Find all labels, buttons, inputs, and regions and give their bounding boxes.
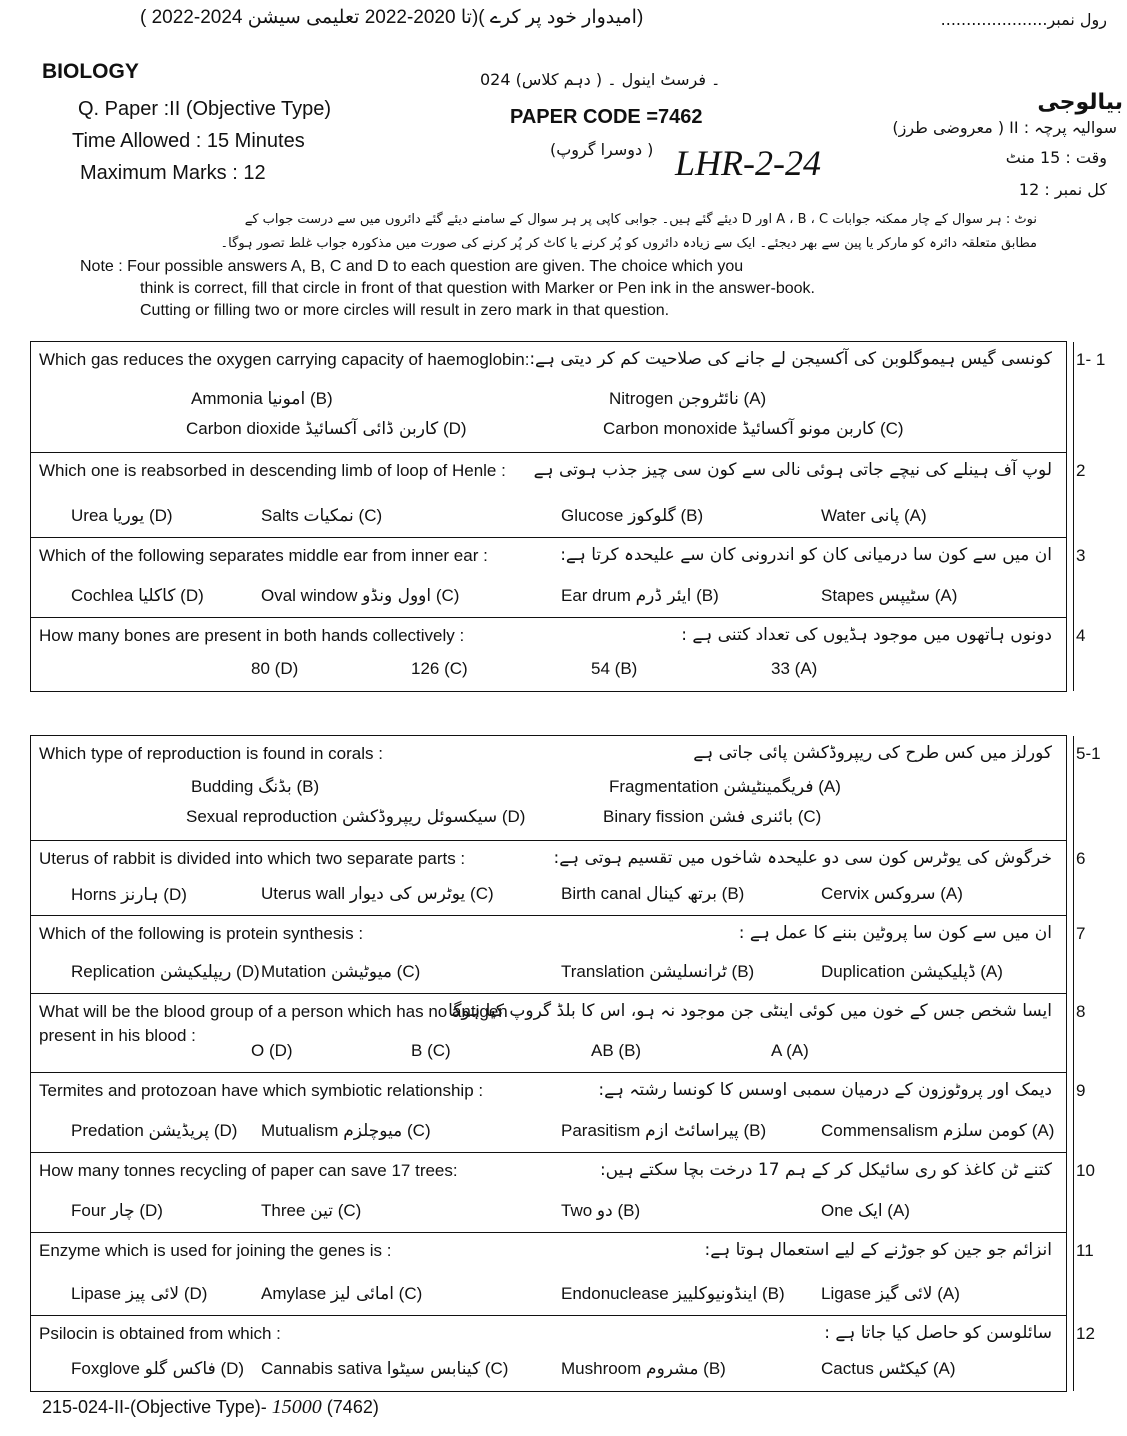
option-letter: (B) xyxy=(721,884,745,903)
option-c xyxy=(261,1359,508,1379)
option-letter: (C) xyxy=(470,884,494,903)
question-number: 3 xyxy=(1076,546,1086,565)
option-letter: (B) xyxy=(761,1284,785,1303)
option-letter: (C) xyxy=(358,506,383,525)
question-number: 2 xyxy=(1076,461,1086,480)
option-english: Ammonia xyxy=(191,389,263,408)
option-urdu: ہارنز xyxy=(121,885,159,905)
option-a xyxy=(771,1041,809,1061)
question-english: Psilocin is obtained from which : xyxy=(39,1324,281,1343)
option-a xyxy=(821,506,927,526)
note-english-2: think is correct, fill that circle in front of that question with Marker or Pen ink in the answer-book. xyxy=(140,280,815,297)
option-urdu: نائٹروجن xyxy=(678,389,739,409)
option-c xyxy=(411,1041,451,1061)
number-divider xyxy=(1073,994,1074,1073)
option-letter: (D) xyxy=(236,962,260,981)
option-english: Cactus xyxy=(821,1359,874,1378)
number-divider xyxy=(1073,916,1074,994)
option-english: Water xyxy=(821,506,866,525)
option-c xyxy=(261,962,420,982)
option-letter: (A) xyxy=(934,586,958,605)
time-allowed: Time Allowed : 15 Minutes xyxy=(72,130,305,152)
note-english-1: Note : Four possible answers A, B, C and D to each question are given. The choice which you xyxy=(80,258,744,275)
option-english: Mutualism xyxy=(261,1121,339,1140)
option-d xyxy=(71,884,187,905)
option-english: Translation xyxy=(561,962,645,981)
number-divider xyxy=(1073,736,1074,841)
question-english: Which type of reproduction is found in corals : xyxy=(39,744,383,763)
option-urdu: اوول ونڈو xyxy=(362,586,432,606)
question-english: Termites and protozoan have which symbiotic relationship : xyxy=(39,1081,484,1100)
session-line: ( 2022-2024 تا 2020-2022 تعلیمی سیشن)( امیدوار خود پر کرے) xyxy=(140,7,644,28)
option-letter: (C) xyxy=(797,807,822,826)
option-letter: (A) xyxy=(937,1284,960,1303)
option-english: Commensalism xyxy=(821,1121,939,1140)
option-c xyxy=(261,1201,361,1221)
question-urdu: دیمک اور پروٹوزون کے درمیان سمبی اوسس کا کونسا رشتہ ہے: xyxy=(598,1080,1052,1100)
option-english: Urea xyxy=(71,506,108,525)
option-english: Cervix xyxy=(821,884,870,903)
option-english: B xyxy=(411,1041,423,1060)
option-b xyxy=(561,506,703,526)
option-letter: (A) xyxy=(743,389,767,408)
option-letter: (C) xyxy=(435,586,460,605)
option-urdu: ایک xyxy=(857,1201,883,1221)
question-urdu: ان میں سے کون سا پروٹین بننے کا عمل ہے : xyxy=(738,923,1052,943)
option-urdu: کینابس سیٹوا xyxy=(386,1359,481,1379)
question-urdu: دونوں ہاتھوں میں موجود ہڈیوں کی تعداد کتنی ہے : xyxy=(681,625,1052,645)
option-a xyxy=(821,586,957,606)
option-letter: (D) xyxy=(220,1359,245,1378)
number-divider xyxy=(1073,538,1074,618)
option-c xyxy=(261,1284,422,1304)
subject-english: BIOLOGY xyxy=(42,60,139,83)
question-9 xyxy=(30,1072,1086,1153)
question-number: 6 xyxy=(1076,849,1086,868)
question-english: Uterus of rabbit is divided into which two separate parts : xyxy=(39,849,466,868)
option-urdu: کاربن ڈائی آکسائیڈ xyxy=(305,419,439,439)
option-english: Three xyxy=(261,1201,306,1220)
option-english: Cannabis sativa xyxy=(261,1359,382,1378)
option-c xyxy=(261,506,382,526)
footer-paper: (7462) xyxy=(326,1397,379,1417)
option-letter: (B) xyxy=(614,659,638,678)
number-divider xyxy=(1073,1316,1074,1391)
option-english: Binary fission xyxy=(603,807,705,826)
option-b xyxy=(561,962,754,982)
option-letter: (D) xyxy=(163,885,187,904)
option-c xyxy=(411,659,468,679)
option-b xyxy=(561,884,744,904)
option-letter: (B) xyxy=(309,389,333,408)
option-letter: (A) xyxy=(1031,1121,1055,1140)
option-d xyxy=(251,1041,293,1061)
question-number: 9 xyxy=(1076,1081,1086,1100)
option-c xyxy=(603,807,821,827)
question-english: How many bones are present in both hands collectively : xyxy=(39,626,465,645)
option-urdu: لائی گیز xyxy=(875,1284,933,1304)
number-divider xyxy=(1073,618,1074,691)
option-urdu: امونیا xyxy=(267,389,306,409)
option-english: One xyxy=(821,1201,854,1220)
question-urdu: سائلوسن کو حاصل کیا جاتا ہے : xyxy=(824,1323,1052,1343)
option-urdu: ڈپلیکیشن xyxy=(909,962,976,982)
option-letter: (D) xyxy=(148,506,173,525)
number-divider xyxy=(1073,342,1074,453)
option-letter: (A) xyxy=(904,506,927,525)
question-urdu: انزائم جو جین کو جوڑنے کے لیے استعمال ہوتا ہے: xyxy=(704,1240,1052,1260)
option-letter: (A) xyxy=(940,884,963,903)
option-b xyxy=(561,1359,726,1379)
footer-handwritten: 15000 xyxy=(271,1396,322,1418)
question-8 xyxy=(30,993,1086,1073)
question-urdu: کتنے ٹن کاغذ کو ری سائیکل کر کے ہم 17 درخت بچا سکتے ہیں: xyxy=(599,1160,1052,1180)
option-d xyxy=(71,1201,163,1221)
question-urdu: خرگوش کی یوٹرس کون سی دو علیحدہ شاخوں میں تقسیم ہوتی ہے: xyxy=(553,848,1052,868)
question-10 xyxy=(30,1152,1095,1233)
question-number: 12 xyxy=(1076,1324,1095,1343)
option-english: 80 xyxy=(251,659,270,678)
option-letter: (B) xyxy=(743,1121,767,1140)
option-urdu: بڈنگ xyxy=(258,777,292,797)
option-english: A xyxy=(771,1041,782,1060)
option-a xyxy=(821,1121,1054,1141)
question-4 xyxy=(30,617,1086,692)
question-english: Which one is reabsorbed in descending limb of loop of Henle : xyxy=(39,461,506,480)
option-english: Duplication xyxy=(821,962,906,981)
option-urdu: یوریا xyxy=(112,506,145,526)
option-urdu: سیکسوئل ریپروڈکشن xyxy=(341,807,498,827)
option-urdu: ٹرانسلیشن xyxy=(649,962,727,982)
option-letter: (B) xyxy=(680,506,704,525)
question-1 xyxy=(30,341,1106,453)
question-12 xyxy=(30,1315,1095,1392)
option-urdu: مشروم xyxy=(646,1359,699,1379)
option-urdu: پریڈیشن xyxy=(148,1121,210,1141)
option-english: 33 xyxy=(771,659,790,678)
option-english: AB xyxy=(591,1041,614,1060)
option-english: Horns xyxy=(71,885,117,904)
option-letter: (C) xyxy=(879,419,904,438)
option-b xyxy=(561,1284,785,1304)
option-urdu: ریپلیکیشن xyxy=(159,962,232,982)
note-english-3: Cutting or filling two or more circles will result in zero mark in that question. xyxy=(140,302,670,319)
option-letter: (A) xyxy=(887,1201,910,1220)
question-number: 8 xyxy=(1076,1002,1086,1021)
option-english: Replication xyxy=(71,962,156,981)
option-urdu: میوچلزم xyxy=(343,1121,403,1141)
option-urdu: سروکس xyxy=(873,884,936,904)
option-english: Carbon dioxide xyxy=(186,419,301,438)
option-english: Mutation xyxy=(261,962,327,981)
question-urdu: کونسی گیس ہیموگلوبن کی آکسیجن لے جانے کی صلاحیت کم کر دیتی ہے: xyxy=(529,349,1052,369)
option-english: Salts xyxy=(261,506,299,525)
option-english: Foxglove xyxy=(71,1359,140,1378)
option-c xyxy=(603,419,904,439)
option-c xyxy=(261,586,459,606)
option-letter: (C) xyxy=(396,962,421,981)
option-english: Budding xyxy=(191,777,254,796)
option-urdu: پانی xyxy=(870,506,900,526)
option-english: Stapes xyxy=(821,586,874,605)
option-letter: (C) xyxy=(444,659,468,678)
question-6 xyxy=(30,840,1086,916)
option-english: Glucose xyxy=(561,506,624,525)
question-english: What will be the blood group of a person which has no antigen present in his blood : xyxy=(39,1002,508,1045)
option-english: 54 xyxy=(591,659,610,678)
option-urdu: سٹیپس xyxy=(878,586,930,606)
option-letter: (A) xyxy=(786,1041,809,1060)
option-urdu: نمکیات xyxy=(303,506,354,526)
number-divider xyxy=(1073,1073,1074,1153)
option-urdu: دو xyxy=(596,1201,613,1221)
option-letter: (C) xyxy=(484,1359,509,1378)
option-english: Sexual reproduction xyxy=(186,807,338,826)
option-urdu: کیکٹس xyxy=(878,1359,929,1379)
group-urdu: ( دوسرا گروپ) xyxy=(550,140,654,159)
marks-urdu: کل نمبر : 12 xyxy=(1018,180,1107,199)
question-english: How many tonnes recycling of paper can save 17 trees: xyxy=(39,1161,458,1180)
option-letter: (B) xyxy=(617,1201,641,1220)
question-number: 10 xyxy=(1076,1161,1095,1180)
option-c xyxy=(261,1121,431,1141)
option-letter: (C) xyxy=(427,1041,451,1060)
subject-urdu: بیالوجی xyxy=(1037,90,1123,115)
option-letter: (A) xyxy=(818,777,841,796)
class-line: 024 ۔ فرسٹ اینول ۔ ( دہم کلاس) xyxy=(480,70,721,89)
option-letter: (B) xyxy=(731,962,755,981)
question-urdu: ان میں سے کون سا درمیانی کان کو اندرونی کان سے علیحدہ کرتا ہے: xyxy=(560,545,1052,565)
option-english: Cochlea xyxy=(71,586,134,605)
option-letter: (C) xyxy=(398,1284,423,1303)
note-urdu-2: مطابق متعلقہ دائرہ کو مارکر یا پین سے بھر دیجئے۔ ایک سے زیادہ دائروں کو پُر کرنے یا کاٹ کر پُر کرنے کی صورت میں مذکورہ جواب غلط تصور ہوگا۔ xyxy=(220,236,1037,251)
option-a xyxy=(821,1284,960,1304)
option-urdu: بائنری فشن xyxy=(708,807,793,827)
option-urdu: لائی پیز xyxy=(125,1284,180,1304)
option-english: Ligase xyxy=(821,1284,872,1303)
question-urdu: لوپ آف ہینلے کی نیچے جاتی ہوئی نالی سے کون سی چیز جذب ہوتی ہے xyxy=(533,460,1052,480)
option-d xyxy=(71,962,260,982)
option-a xyxy=(821,1359,955,1379)
option-urdu: تین xyxy=(310,1201,333,1221)
option-b xyxy=(561,586,719,606)
option-urdu: یوٹرس کی دیوار xyxy=(349,884,466,904)
option-english: Two xyxy=(561,1201,593,1220)
option-b xyxy=(191,777,319,797)
option-b xyxy=(561,1121,766,1141)
option-b xyxy=(591,659,637,679)
option-english: Fragmentation xyxy=(609,777,719,796)
option-d xyxy=(71,506,173,526)
option-b xyxy=(591,1041,641,1061)
question-urdu: ایسا شخص جس کے خون میں کوئی اینٹی جن موجود نہ ہو، اس کا بلڈ گروپ کیا ہوگا xyxy=(448,1001,1052,1021)
option-english: Birth canal xyxy=(561,884,642,903)
option-letter: (B) xyxy=(696,586,719,605)
option-d xyxy=(71,586,204,606)
question-english: Which of the following separates middle ear from inner ear : xyxy=(39,546,488,565)
option-letter: (D) xyxy=(268,1041,293,1060)
option-letter: (D) xyxy=(139,1201,163,1220)
number-divider xyxy=(1073,841,1074,916)
handwritten-code: LHR-2-24 xyxy=(675,143,821,183)
option-urdu: اینڈونیوکلییز xyxy=(673,1284,758,1304)
option-letter: (D) xyxy=(213,1121,238,1140)
option-english: Predation xyxy=(71,1121,144,1140)
option-urdu: فاکس گلو xyxy=(144,1359,216,1379)
number-divider xyxy=(1073,453,1074,538)
question-english: Which of the following is protein synthesis : xyxy=(39,924,364,943)
option-urdu: گلوکوز xyxy=(628,506,676,526)
maximum-marks: Maximum Marks : 12 xyxy=(80,162,266,184)
option-c xyxy=(261,884,494,904)
option-letter: (B) xyxy=(618,1041,642,1060)
footer-code-text: 215-024-II-(Objective Type)- xyxy=(42,1397,267,1417)
option-d xyxy=(71,1121,237,1141)
option-english: Carbon monoxide xyxy=(603,419,738,438)
option-a xyxy=(821,962,1003,982)
option-a xyxy=(609,389,766,409)
option-d xyxy=(71,1359,244,1379)
option-english: Nitrogen xyxy=(609,389,674,408)
paper-type-urdu: سوالیہ پرچہ : II ( معروضی طرز) xyxy=(892,118,1117,137)
question-7 xyxy=(30,915,1086,994)
option-english: Amylase xyxy=(261,1284,327,1303)
footer-code xyxy=(42,1396,379,1419)
option-a xyxy=(821,1201,910,1221)
option-urdu: چار xyxy=(110,1201,135,1221)
number-divider xyxy=(1073,1233,1074,1316)
option-urdu: پیراسائٹ ازم xyxy=(645,1121,739,1141)
option-urdu: کاربن مونو آکسائیڈ xyxy=(741,419,876,439)
question-number: 5-1 xyxy=(1076,744,1101,763)
option-letter: (C) xyxy=(337,1201,362,1220)
option-english: O xyxy=(251,1041,265,1060)
option-letter: (D) xyxy=(274,659,299,678)
option-a xyxy=(771,659,817,679)
option-english: Oval window xyxy=(261,586,358,605)
option-urdu: میوٹیشن xyxy=(330,962,392,982)
option-d xyxy=(71,1284,207,1304)
option-letter: (D) xyxy=(180,586,204,605)
question-number: 7 xyxy=(1076,924,1086,943)
option-letter: (D) xyxy=(442,419,467,438)
option-a xyxy=(821,884,963,904)
option-b xyxy=(191,389,333,409)
paper-type: Q. Paper :II (Objective Type) xyxy=(78,98,332,120)
question-3 xyxy=(30,537,1086,618)
time-urdu: وقت : 15 منٹ xyxy=(1005,148,1107,167)
option-letter: (D) xyxy=(183,1284,208,1303)
option-d xyxy=(186,419,467,439)
option-letter: (B) xyxy=(296,777,320,796)
question-english: Enzyme which is used for joining the genes is : xyxy=(39,1241,392,1260)
option-urdu: کومن سلزم xyxy=(942,1121,1027,1141)
option-urdu: ایئر ڈرم xyxy=(635,586,692,606)
number-divider xyxy=(1073,1153,1074,1233)
option-urdu: کاکلیا xyxy=(138,586,176,606)
option-urdu: برتھ کینال xyxy=(646,884,717,904)
option-letter: (A) xyxy=(932,1359,956,1378)
question-number: 4 xyxy=(1076,626,1086,645)
question-11 xyxy=(30,1232,1094,1316)
question-urdu: کورلز میں کس طرح کی ریپروڈکشن پائی جاتی ہے xyxy=(693,743,1052,763)
option-d xyxy=(186,807,525,827)
option-letter: (C) xyxy=(407,1121,431,1140)
option-english: Endonuclease xyxy=(561,1284,669,1303)
question-2 xyxy=(30,452,1086,538)
option-english: Four xyxy=(71,1201,106,1220)
option-letter: (A) xyxy=(794,659,818,678)
question-5 xyxy=(30,735,1101,841)
option-letter: (B) xyxy=(703,1359,726,1378)
option-urdu: فریگمینٹیشن xyxy=(723,777,814,797)
paper-code: PAPER CODE =7462 xyxy=(510,106,703,128)
option-english: Mushroom xyxy=(561,1359,642,1378)
roll-number: رول نمبر..................... xyxy=(940,10,1107,29)
note-urdu-1: نوٹ : ہر سوال کے چار ممکنہ جوابات A ، B ، C اور D دیئے گئے ہیں۔ جوابی کاپی پر ہر سوال کے سامنے دیئے گئے دائروں میں سے درست جواب کے xyxy=(244,212,1037,227)
option-a xyxy=(609,777,841,797)
question-number: 11 xyxy=(1076,1241,1094,1260)
option-english: Lipase xyxy=(71,1284,122,1303)
option-english: Ear drum xyxy=(561,586,631,605)
option-english: Parasitism xyxy=(561,1121,641,1140)
question-number: 1- 1 xyxy=(1076,350,1106,369)
option-letter: (A) xyxy=(980,962,1003,981)
option-d xyxy=(251,659,298,679)
option-urdu: امائی لیز xyxy=(330,1284,394,1304)
option-english: Uterus wall xyxy=(261,884,346,903)
option-english: 126 xyxy=(411,659,440,678)
option-letter: (D) xyxy=(501,807,526,826)
question-english: Which gas reduces the oxygen carrying capacity of haemoglobin: xyxy=(39,350,530,369)
option-b xyxy=(561,1201,640,1221)
